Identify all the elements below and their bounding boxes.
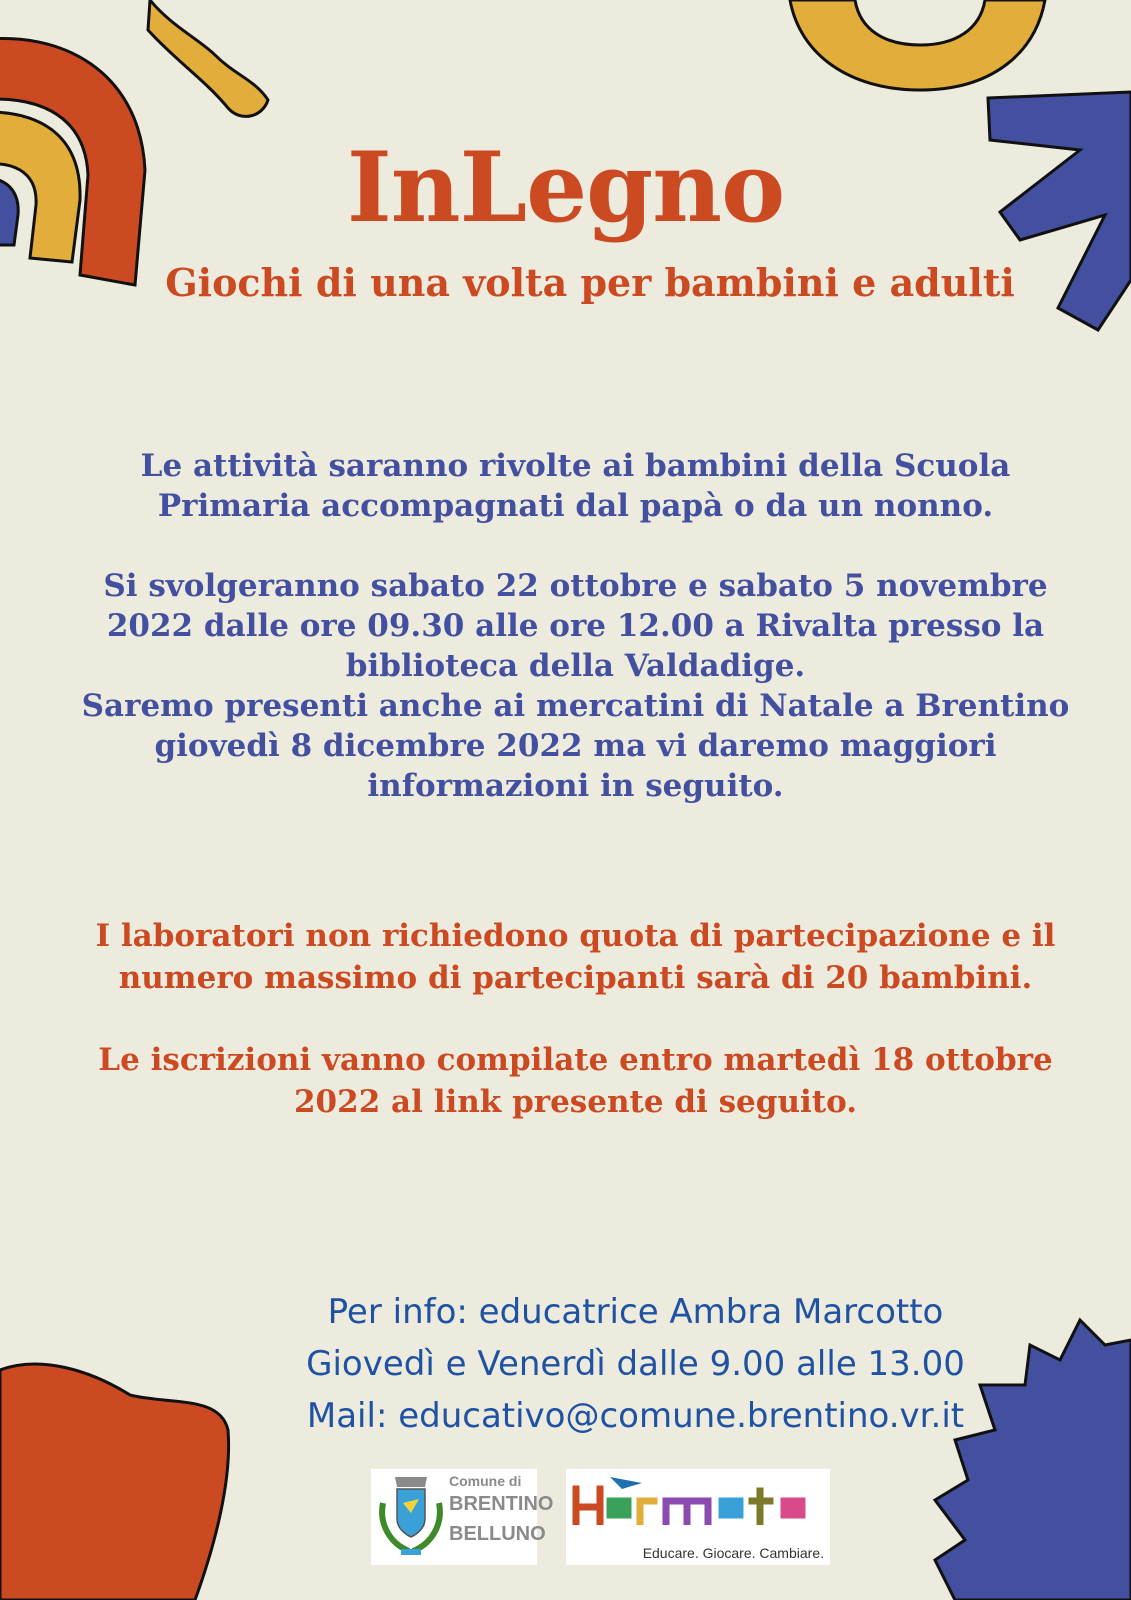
text-line: 2022 dalle ore 09.30 alle ore 12.00 a Rivalta presso la [106,608,1045,644]
paragraph-participation [40,915,1111,999]
paragraph-dates [40,566,1111,806]
ring-shape [790,0,1045,90]
info-contact: Per info: educatrice Ambra Marcotto [327,1292,944,1332]
hermete-wordmark [570,1475,826,1525]
text-line: I laboratori non richiedono quota di partecipazione e il [95,918,1056,954]
info-block [0,1286,1131,1442]
paragraph-registration [40,1039,1111,1123]
info-hours: Giovedì e Venerdì dalle 9.00 alle 13.00 [306,1344,965,1384]
hermete-logo [566,1469,830,1565]
text-line: Saremo presenti anche ai mercatini di Natale a Brentino [81,688,1070,724]
comune-logo-line: BRENTINO [449,1493,554,1515]
text-line: 2022 al link presente di seguito. [293,1084,858,1120]
text-line: Le iscrizioni vanno compilate entro martedì 18 ottobre [98,1042,1053,1078]
info-email[interactable]: Mail: educativo@comune.brentino.vr.it [306,1396,965,1436]
text-line: numero massimo di partecipanti sarà di 20 bambini. [118,960,1033,996]
comune-logo [371,1469,554,1565]
text-line: Primaria accompagnati dal papà o da un nonno. [157,488,994,524]
page-title: InLegno [346,131,785,244]
paragraph-audience [40,446,1111,526]
comune-logo-line: BELLUNO [449,1523,546,1545]
text-line: giovedì 8 dicembre 2022 ma vi daremo maggiori [154,728,997,764]
page-subtitle: Giochi di una volta per bambini e adulti [165,260,1015,305]
comune-logo-line: Comune di [449,1473,522,1489]
coat-of-arms-icon [375,1473,447,1561]
squiggle-shape [148,0,268,116]
text-line: informazioni in seguito. [367,768,784,804]
hermete-tagline: Educare. Giocare. Cambiare. [642,1545,824,1561]
text-line: Si svolgeranno sabato 22 ottobre e sabato 5 novembre [103,568,1048,604]
text-line: biblioteca della Valdadige. [345,648,806,684]
text-line: Le attività saranno rivolte ai bambini della Scuola [140,448,1011,484]
